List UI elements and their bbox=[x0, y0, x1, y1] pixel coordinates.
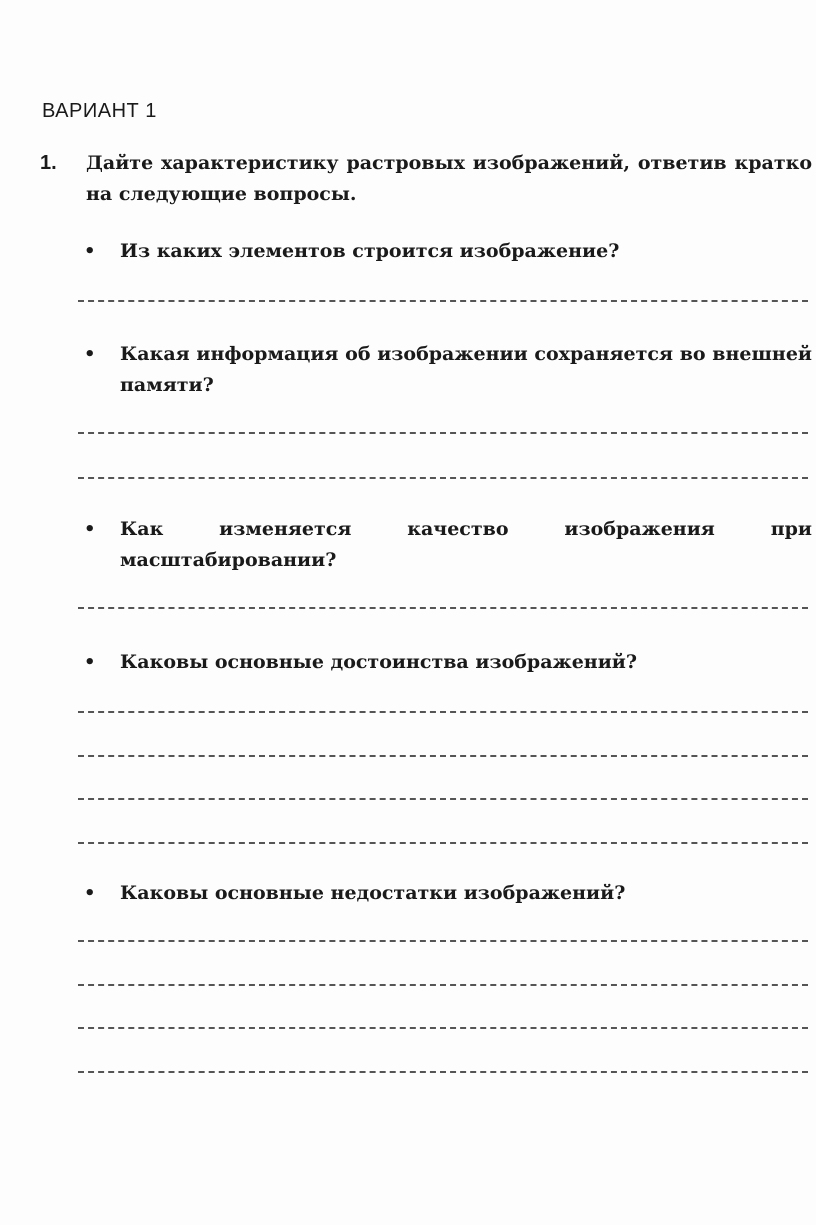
answer-line[interactable] bbox=[78, 711, 808, 713]
answer-line[interactable] bbox=[78, 432, 808, 434]
question-text: Как изменяется качество изображения при масштабировании? bbox=[120, 518, 812, 571]
answer-line[interactable] bbox=[78, 798, 808, 800]
bullet-icon: • bbox=[84, 519, 96, 540]
question-text: Каковы основные недостатки изображений? bbox=[120, 882, 626, 904]
answer-line[interactable] bbox=[78, 842, 808, 844]
bullet-icon: • bbox=[84, 652, 96, 673]
bullet-icon: • bbox=[84, 883, 96, 904]
question-item bbox=[84, 647, 812, 678]
question-text: Какая информация об изображении сохраняется во внешней памяти? bbox=[120, 343, 812, 396]
answer-line[interactable] bbox=[78, 755, 808, 757]
task-text: Дайте характеристику растровых изображений, ответив кратко на следующие вопросы. bbox=[86, 152, 812, 205]
bullet-icon: • bbox=[84, 344, 96, 365]
answer-line[interactable] bbox=[78, 477, 808, 479]
question-item bbox=[84, 878, 812, 909]
bullet-icon: • bbox=[84, 241, 96, 262]
answer-line[interactable] bbox=[78, 1071, 808, 1073]
task-1 bbox=[40, 148, 812, 210]
answer-line[interactable] bbox=[78, 1027, 808, 1029]
variant-title: ВАРИАНТ 1 bbox=[42, 100, 157, 122]
task-number: 1. bbox=[40, 152, 57, 174]
answer-line[interactable] bbox=[78, 607, 808, 609]
answer-line[interactable] bbox=[78, 940, 808, 942]
answer-line[interactable] bbox=[78, 300, 808, 302]
question-text: Из каких элементов строится изображение? bbox=[120, 240, 620, 262]
question-item bbox=[84, 514, 812, 576]
answer-line[interactable] bbox=[78, 984, 808, 986]
question-item bbox=[84, 339, 812, 401]
question-item bbox=[84, 236, 812, 267]
question-text: Каковы основные достоинства изображений? bbox=[120, 651, 638, 673]
